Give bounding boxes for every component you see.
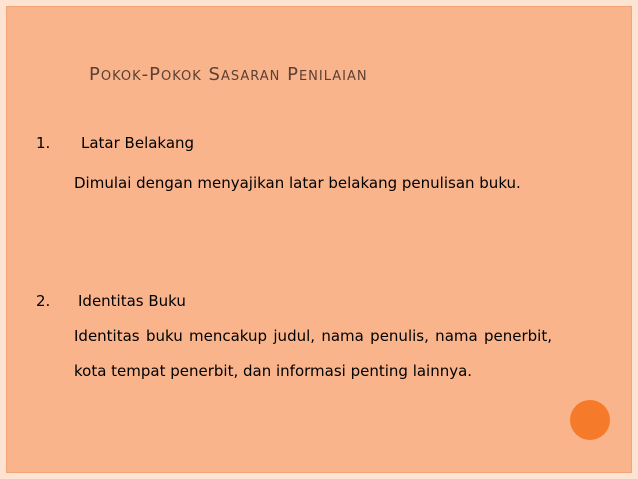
slide-title: Pokok-Pokok Sasaran Penilaian xyxy=(89,64,368,85)
item-2-heading: Identitas Buku xyxy=(78,292,186,310)
item-1-text: Dimulai dengan menyajikan latar belakang penulisan buku. xyxy=(74,174,521,192)
item-2-text: Identitas buku mencakup judul, nama penulis, nama penerbit, kota tempat penerbit, dan informasi penting lainnya. xyxy=(74,327,552,380)
item-1-number: 1. xyxy=(36,134,51,152)
accent-circle xyxy=(570,400,610,440)
item-1-heading: Latar Belakang xyxy=(81,134,195,152)
item-2-number: 2. xyxy=(36,292,51,310)
